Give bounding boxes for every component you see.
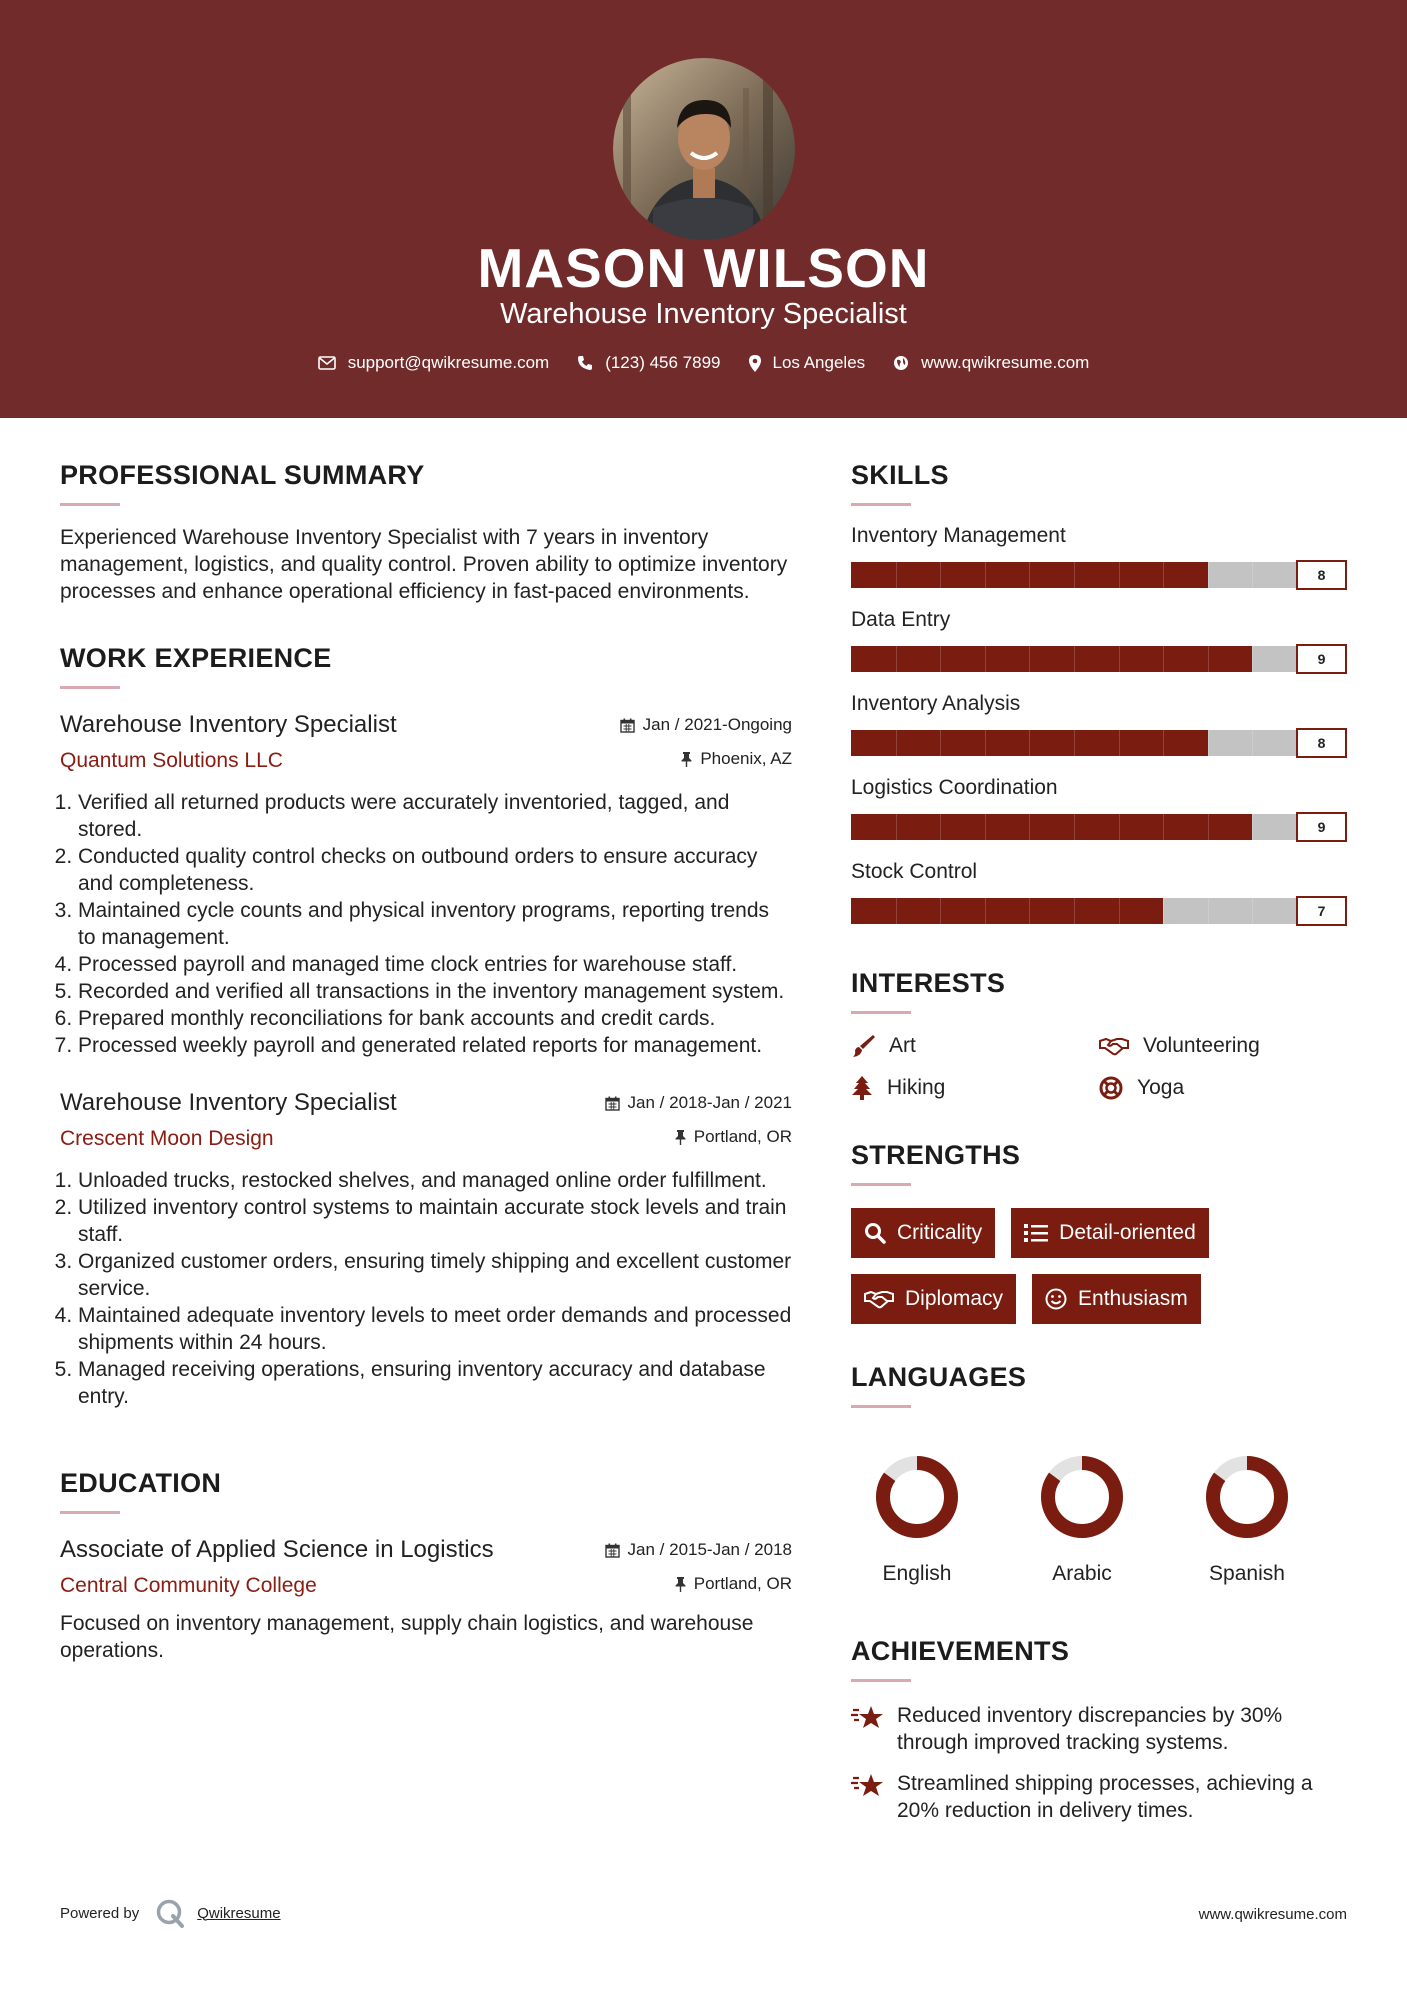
duty-item: 3. Organized customer orders, ensuring timely shipping and excellent customer service. xyxy=(78,1248,792,1302)
job-location xyxy=(675,1127,792,1147)
location-text: Los Angeles xyxy=(772,353,866,372)
skill-bar xyxy=(851,644,1347,674)
globe-icon xyxy=(893,355,909,371)
achievement-text: Reduced inventory discrepancies by 30% through improved tracking systems. xyxy=(897,1704,1283,1754)
skills-list xyxy=(851,524,1347,926)
summary-text: Experienced Warehouse Inventory Specialist with 7 years in inventory management, logistics, and quality control. Proven ability to optimize inventory processes and enhance operational efficiency in fast-paced environments. xyxy=(60,526,788,603)
pushpin-icon xyxy=(675,1130,686,1145)
footer-website[interactable]: www.qwikresume.com xyxy=(1198,1906,1347,1923)
skill-segment-divider xyxy=(1029,814,1030,840)
interest-item xyxy=(1099,1034,1347,1058)
skill-bar xyxy=(851,812,1347,842)
strength-label: Detail-oriented xyxy=(1059,1221,1196,1244)
skill-segment-divider xyxy=(1208,562,1209,588)
achievement-item xyxy=(851,1702,1347,1756)
school-name: Central Community College xyxy=(60,1574,317,1597)
skill-segment-divider xyxy=(1252,814,1253,840)
heading-underline xyxy=(851,1405,911,1408)
job-title: Warehouse Inventory Specialist xyxy=(60,711,397,738)
duty-item: 2. Conducted quality control checks on outbound orders to ensure accuracy and completeness. xyxy=(78,843,792,897)
language-donut xyxy=(1198,1448,1296,1546)
skill-segment-divider xyxy=(940,898,941,924)
skills-heading: SKILLS xyxy=(851,460,949,490)
heading-underline xyxy=(851,1679,911,1682)
skill-item xyxy=(851,860,1347,926)
job-date xyxy=(605,1093,792,1113)
job-company: Crescent Moon Design xyxy=(60,1127,274,1150)
job-location-text: Portland, OR xyxy=(693,1127,792,1146)
interest-item xyxy=(1099,1076,1347,1100)
skill-segment-divider xyxy=(1119,730,1120,756)
skill-fill xyxy=(851,814,1252,840)
skill-segment-divider xyxy=(985,730,986,756)
experience-heading: WORK EXPERIENCE xyxy=(60,643,332,673)
language-name: English xyxy=(882,1562,952,1585)
profile-photo xyxy=(613,58,795,240)
map-pin-icon xyxy=(749,355,761,372)
duty-item: 3. Maintained cycle counts and physical inventory programs, reporting trends to management. xyxy=(78,897,792,951)
skill-segment-divider xyxy=(1029,562,1030,588)
summary-section xyxy=(60,460,792,605)
skill-item xyxy=(851,776,1347,842)
pushpin-icon xyxy=(675,1577,686,1592)
tree-icon xyxy=(851,1076,873,1100)
languages-section xyxy=(851,1362,1347,1586)
skill-fill xyxy=(851,898,1163,924)
job-date xyxy=(620,715,792,735)
skill-bar xyxy=(851,560,1347,590)
skill-segment-divider xyxy=(1252,898,1253,924)
strength-label: Criticality xyxy=(897,1221,983,1244)
skill-item xyxy=(851,692,1347,758)
duty-list xyxy=(60,1167,792,1410)
language-donut xyxy=(868,1448,966,1546)
resume-header xyxy=(0,0,1407,418)
heading-underline xyxy=(60,686,120,689)
pushpin-icon xyxy=(681,752,692,767)
duty-item: 1. Verified all returned products were accurately inventoried, tagged, and stored. xyxy=(78,789,792,843)
skill-segment-divider xyxy=(896,646,897,672)
language-donut xyxy=(1033,1448,1131,1546)
skill-name: Stock Control xyxy=(851,860,978,883)
skill-bar xyxy=(851,728,1347,758)
education-date-text: Jan / 2015-Jan / 2018 xyxy=(627,1540,792,1559)
skill-segment-divider xyxy=(1208,730,1209,756)
qwikresume-link[interactable]: Qwikresume xyxy=(197,1904,281,1922)
education-description: Focused on inventory management, supply chain logistics, and warehouse operations. xyxy=(60,1612,754,1662)
skill-track xyxy=(851,898,1297,924)
website-text: www.qwikresume.com xyxy=(921,353,1090,372)
language-name: Spanish xyxy=(1209,1562,1285,1585)
duty-item: 4. Processed payroll and managed time clock entries for warehouse staff. xyxy=(78,951,792,978)
strengths-heading: STRENGTHS xyxy=(851,1140,1021,1170)
interest-label: Volunteering xyxy=(1143,1034,1260,1057)
paint-brush-icon xyxy=(851,1034,875,1058)
languages-heading: LANGUAGES xyxy=(851,1362,1027,1392)
languages-list xyxy=(851,1448,1347,1586)
contact-phone[interactable] xyxy=(577,353,720,373)
right-column xyxy=(851,460,1347,1824)
education-entry xyxy=(60,1536,792,1664)
star-award-icon xyxy=(851,1704,885,1732)
job-company: Quantum Solutions LLC xyxy=(60,749,283,772)
interest-label: Yoga xyxy=(1137,1076,1185,1099)
handshake-icon xyxy=(864,1289,894,1309)
skill-item xyxy=(851,608,1347,674)
duty-item: 1. Unloaded trucks, restocked shelves, and managed online order fulfillment. xyxy=(78,1167,792,1194)
skill-segment-divider xyxy=(1119,562,1120,588)
achievements-section xyxy=(851,1636,1347,1824)
star-award-icon xyxy=(851,1772,885,1800)
skill-segment-divider xyxy=(1074,646,1075,672)
strength-label: Enthusiasm xyxy=(1078,1287,1188,1310)
heading-underline xyxy=(851,503,911,506)
skill-segment-divider xyxy=(1119,646,1120,672)
phone-text: (123) 456 7899 xyxy=(605,353,721,372)
skill-segment-divider xyxy=(1074,814,1075,840)
contact-email[interactable] xyxy=(318,353,550,373)
skill-segment-divider xyxy=(985,562,986,588)
education-heading: EDUCATION xyxy=(60,1468,222,1498)
language-item xyxy=(1016,1448,1181,1586)
strengths-section xyxy=(851,1140,1347,1340)
list-icon xyxy=(1024,1223,1048,1243)
interest-item xyxy=(851,1034,1099,1058)
education-location xyxy=(675,1574,792,1594)
heading-underline xyxy=(60,1511,120,1514)
skill-segment-divider xyxy=(1208,814,1209,840)
skill-segment-divider xyxy=(985,646,986,672)
interest-label: Hiking xyxy=(887,1076,946,1099)
skill-segment-divider xyxy=(940,814,941,840)
duty-item: 6. Prepared monthly reconciliations for bank accounts and credit cards. xyxy=(78,1005,792,1032)
skill-segment-divider xyxy=(1074,562,1075,588)
skill-segment-divider xyxy=(940,646,941,672)
left-column xyxy=(60,460,792,1664)
skill-segment-divider xyxy=(1074,898,1075,924)
skill-segment-divider xyxy=(985,898,986,924)
smile-icon xyxy=(1045,1288,1067,1310)
job-entry xyxy=(60,1089,792,1410)
envelope-icon xyxy=(318,356,336,370)
skill-name: Inventory Management xyxy=(851,524,1066,547)
skill-segment-divider xyxy=(1074,730,1075,756)
skill-segment-divider xyxy=(1252,646,1253,672)
skill-segment-divider xyxy=(896,898,897,924)
job-title: Warehouse Inventory Specialist xyxy=(60,1089,397,1116)
strength-badge xyxy=(1032,1274,1201,1324)
duty-item: 5. Managed receiving operations, ensuring inventory accuracy and database entry. xyxy=(78,1356,792,1410)
skill-name: Logistics Coordination xyxy=(851,776,1058,799)
footer-powered-by xyxy=(60,1898,281,1928)
skill-segment-divider xyxy=(1029,646,1030,672)
skill-segment-divider xyxy=(1252,730,1253,756)
interest-item xyxy=(851,1076,1099,1100)
contact-bar xyxy=(0,353,1407,373)
strength-badge xyxy=(851,1274,1016,1324)
strength-label: Diplomacy xyxy=(905,1287,1004,1310)
skill-segment-divider xyxy=(1208,646,1209,672)
candidate-name: MASON WILSON xyxy=(477,237,930,299)
skill-segment-divider xyxy=(1119,814,1120,840)
skill-segment-divider xyxy=(1029,730,1030,756)
skill-track xyxy=(851,730,1297,756)
heading-underline xyxy=(60,503,120,506)
heading-underline xyxy=(851,1183,911,1186)
skill-segment-divider xyxy=(1163,730,1164,756)
qwikresume-logo-icon xyxy=(155,1898,185,1928)
duty-item: 7. Processed weekly payroll and generated related reports for management. xyxy=(78,1032,792,1059)
skill-segment-divider xyxy=(1163,646,1164,672)
calendar-icon xyxy=(605,1096,620,1111)
calendar-icon xyxy=(620,718,635,733)
skill-segment-divider xyxy=(1029,898,1030,924)
skill-segment-divider xyxy=(896,814,897,840)
skill-segment-divider xyxy=(1163,562,1164,588)
skill-value: 9 xyxy=(1296,644,1347,674)
contact-location xyxy=(749,353,866,373)
education-location-text: Portland, OR xyxy=(693,1574,792,1593)
duty-item: 2. Utilized inventory control systems to maintain accurate stock levels and train staff. xyxy=(78,1194,792,1248)
strength-badge xyxy=(1011,1208,1209,1258)
life-ring-icon xyxy=(1099,1076,1123,1100)
search-icon xyxy=(864,1222,886,1244)
skill-track xyxy=(851,646,1297,672)
language-item xyxy=(1181,1448,1346,1586)
email-text: support@qwikresume.com xyxy=(347,353,550,372)
heading-underline xyxy=(851,1011,911,1014)
job-location-text: Phoenix, AZ xyxy=(700,749,792,768)
achievement-item xyxy=(851,1770,1347,1824)
skill-segment-divider xyxy=(1252,562,1253,588)
education-section xyxy=(60,1468,792,1664)
strengths-list xyxy=(851,1208,1371,1340)
phone-icon xyxy=(577,355,593,371)
handshake-icon xyxy=(1099,1036,1129,1056)
skill-value: 8 xyxy=(1296,728,1347,758)
education-date xyxy=(605,1540,792,1560)
job-location xyxy=(681,749,792,769)
job-entry xyxy=(60,711,792,1059)
contact-website[interactable] xyxy=(893,353,1089,373)
skill-segment-divider xyxy=(1119,898,1120,924)
skill-value: 9 xyxy=(1296,812,1347,842)
skill-value: 7 xyxy=(1296,896,1347,926)
language-item xyxy=(851,1448,1016,1586)
degree-title: Associate of Applied Science in Logistics xyxy=(60,1536,494,1563)
skills-section xyxy=(851,460,1347,926)
skill-fill xyxy=(851,646,1252,672)
skill-segment-divider xyxy=(1163,898,1164,924)
summary-heading: PROFESSIONAL SUMMARY xyxy=(60,460,425,490)
skill-name: Data Entry xyxy=(851,608,951,631)
duty-item: 4. Maintained adequate inventory levels to meet order demands and processed shipments within 24 hours. xyxy=(78,1302,792,1356)
skill-bar xyxy=(851,896,1347,926)
achievement-text: Streamlined shipping processes, achieving a 20% reduction in delivery times. xyxy=(897,1772,1313,1822)
skill-segment-divider xyxy=(1163,814,1164,840)
skill-name: Inventory Analysis xyxy=(851,692,1021,715)
interests-heading: INTERESTS xyxy=(851,968,1006,998)
job-date-text: Jan / 2018-Jan / 2021 xyxy=(627,1093,792,1112)
interests-section xyxy=(851,968,1347,1100)
skill-item xyxy=(851,524,1347,590)
interest-label: Art xyxy=(889,1034,916,1057)
experience-section xyxy=(60,643,792,1410)
duty-item: 5. Recorded and verified all transactions in the inventory management system. xyxy=(78,978,792,1005)
duty-list xyxy=(60,789,792,1059)
interests-list xyxy=(851,1034,1347,1100)
calendar-icon xyxy=(605,1543,620,1558)
skill-track xyxy=(851,562,1297,588)
skill-segment-divider xyxy=(896,562,897,588)
skill-track xyxy=(851,814,1297,840)
skill-segment-divider xyxy=(896,730,897,756)
language-name: Arabic xyxy=(1052,1562,1112,1585)
job-date-text: Jan / 2021-Ongoing xyxy=(642,715,792,734)
achievements-heading: ACHIEVEMENTS xyxy=(851,1636,1070,1666)
candidate-title: Warehouse Inventory Specialist xyxy=(500,298,907,330)
skill-segment-divider xyxy=(940,562,941,588)
powered-by-text: Powered by xyxy=(60,1904,140,1922)
strength-badge xyxy=(851,1208,995,1258)
skill-segment-divider xyxy=(940,730,941,756)
skill-segment-divider xyxy=(985,814,986,840)
skill-value: 8 xyxy=(1296,560,1347,590)
skill-segment-divider xyxy=(1208,898,1209,924)
